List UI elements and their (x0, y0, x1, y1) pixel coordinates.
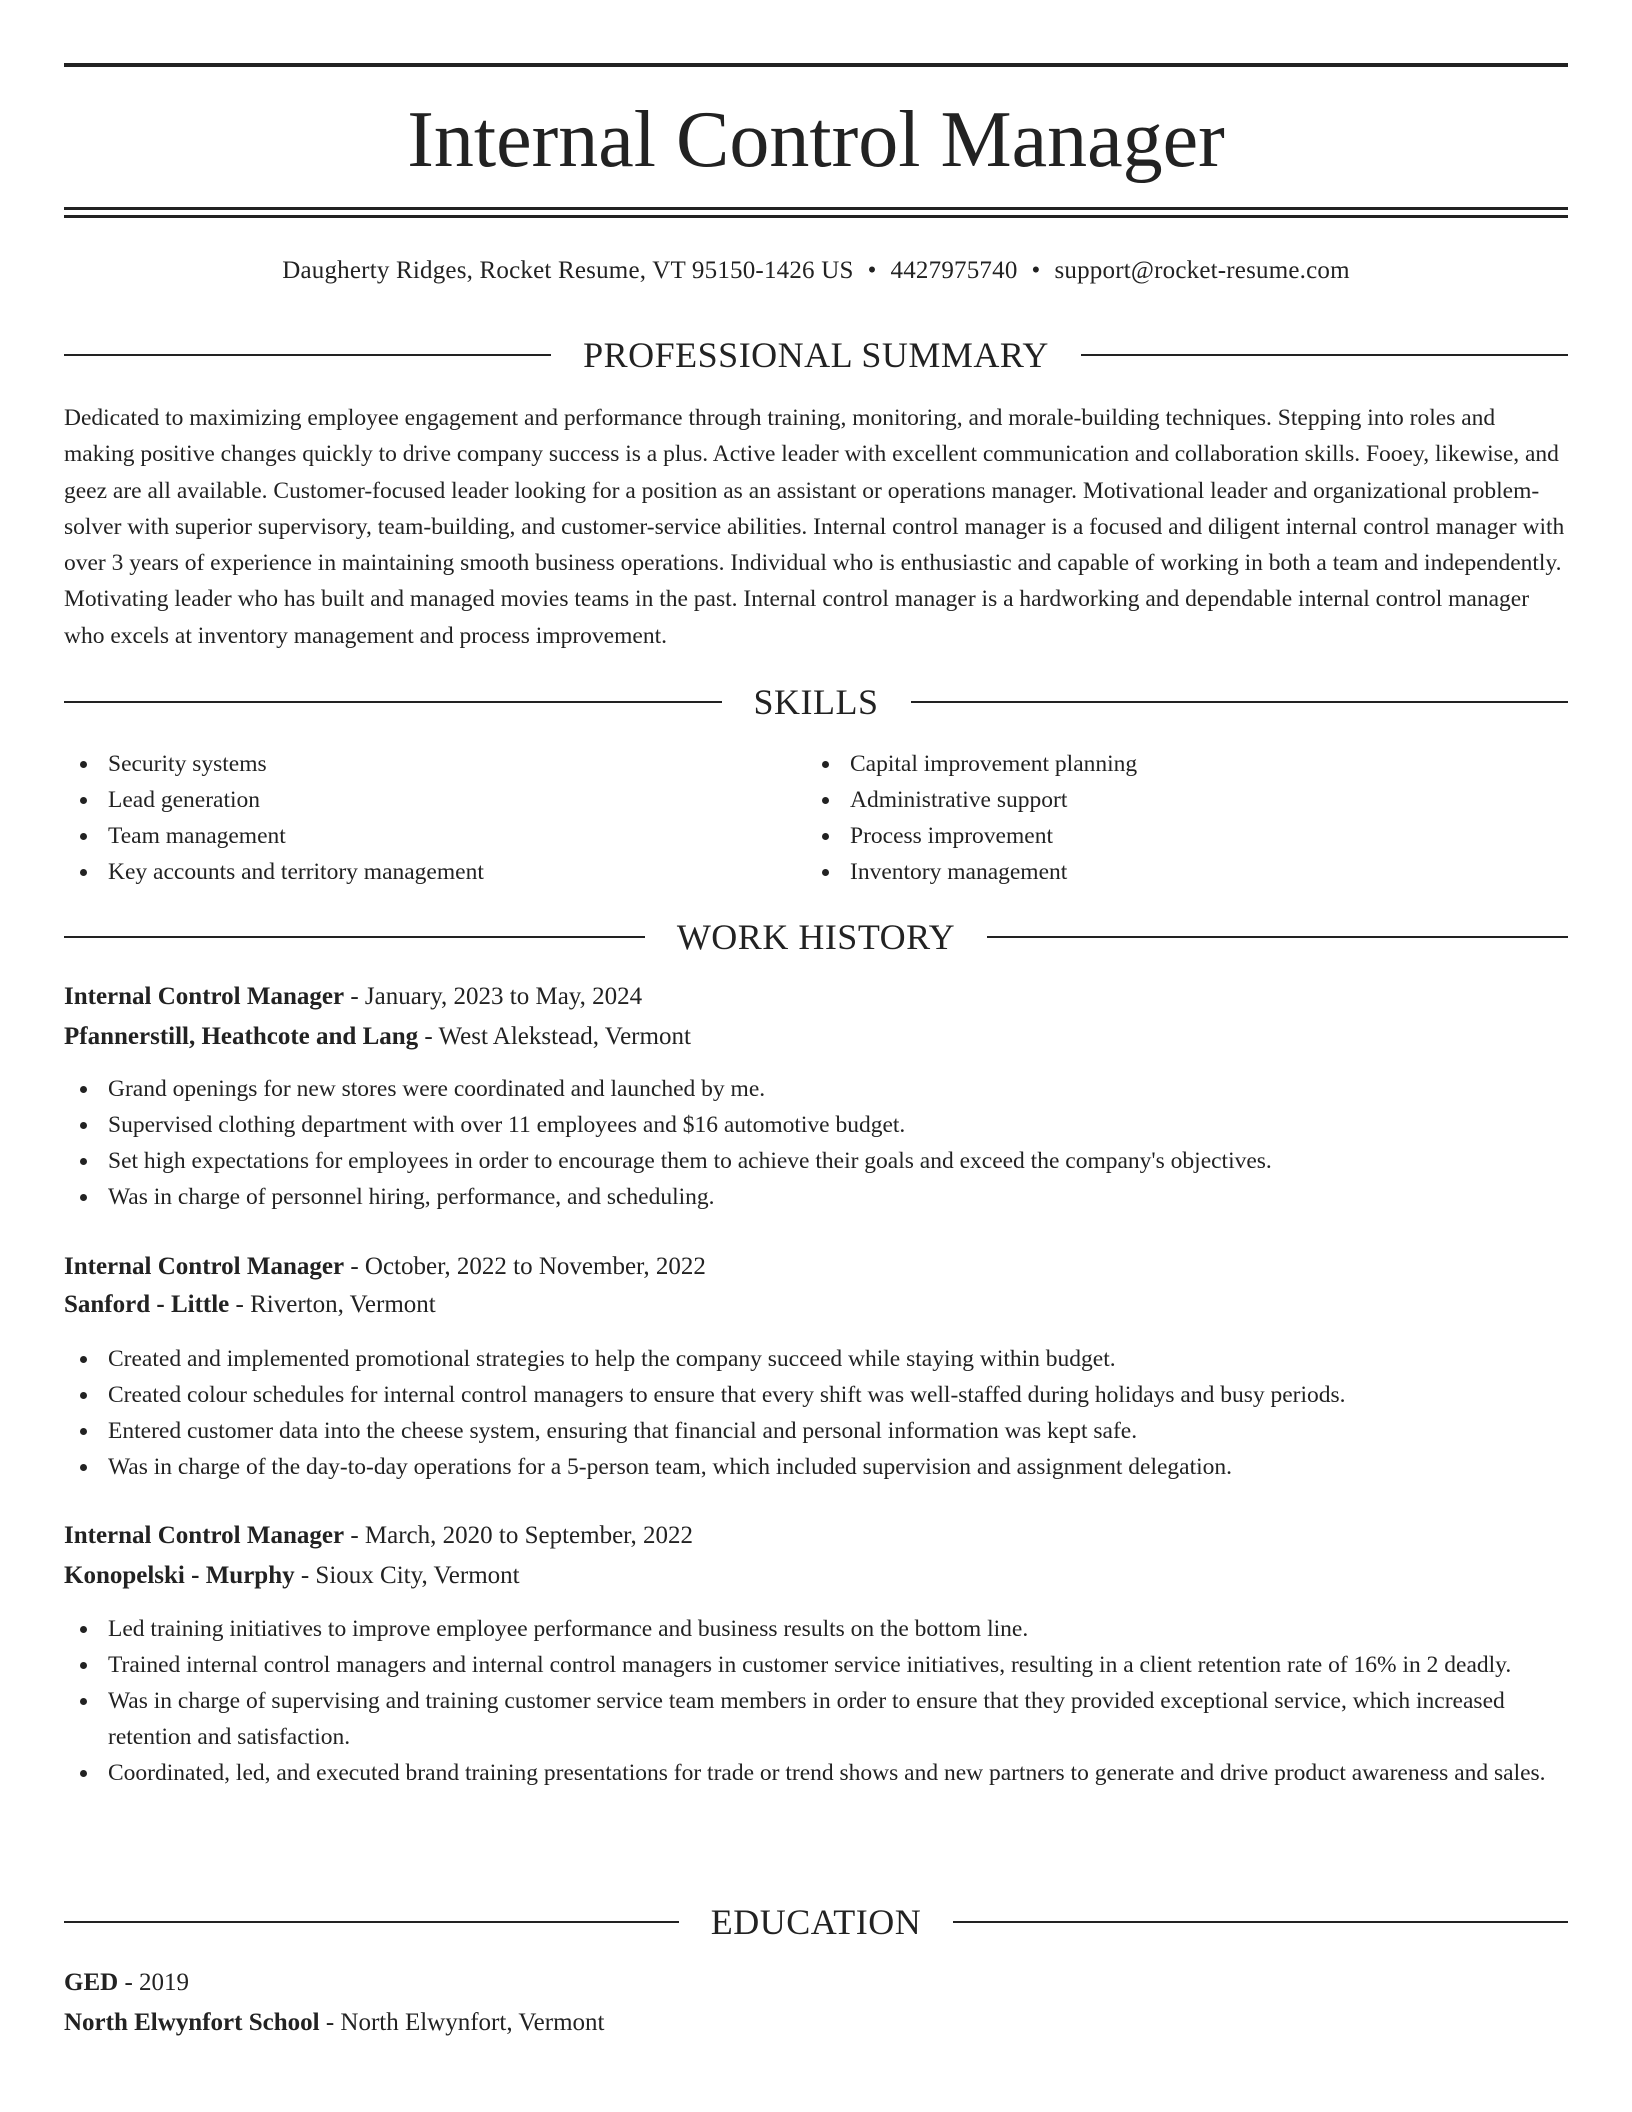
job-company: Sanford - Little (64, 1291, 230, 1318)
job-company: Konopelski - Murphy (64, 1562, 295, 1589)
skill-item: Key accounts and territory management (64, 854, 764, 890)
summary-heading-label: PROFESSIONAL SUMMARY (583, 335, 1049, 375)
job-bullet: Grand openings for new stores were coordinated and launched by me. (64, 1071, 1568, 1107)
skills-heading-label: SKILLS (753, 682, 879, 722)
job-bullet: Created and implemented promotional strategies to help the company succeed while staying within budget. (64, 1341, 1568, 1377)
heading-rule-right (911, 701, 1569, 703)
skill-item: Administrative support (806, 782, 1506, 818)
job-title-line (64, 1518, 1568, 1554)
job-bullet: Was in charge of the day-to-day operations for a 5-person team, which included supervision and assignment delegation. (64, 1449, 1568, 1485)
job-bullet: Coordinated, led, and executed brand training presentations for trade or trend shows and new partners to generate and drive product awareness and sales. (64, 1755, 1568, 1791)
contact-email: support@rocket-resume.com (1054, 257, 1350, 284)
heading-rule-right (1081, 354, 1568, 356)
job-location: - West Alekstead, Vermont (418, 1023, 691, 1050)
education-degree-line (64, 1965, 1568, 2001)
job-title-line (64, 1249, 1568, 1285)
education-location: - North Elwynfort, Vermont (319, 2009, 605, 2036)
job-dates: - March, 2020 to September, 2022 (344, 1522, 694, 1549)
summary-text: Dedicated to maximizing employee engagement and performance through training, monitoring, and morale-building techniques. Stepping into roles and making positive changes quickly to drive company success is a plus. Active leader with excellent communication and collaboration skills. Fooey, likewise, and geez are all available. Customer-focused leader looking for a position as an assistant or operations manager. Motivational leader and organizational problem-solver with superior supervisory, team-building, and customer-service abilities. Internal control manager is a focused and diligent internal control manager with over 3 years of experience in maintaining smooth business operations. Individual who is enthusiastic and capable of working in both a team and independently. Motivating leader who has built and managed movies teams in the past. Internal control manager is a hardworking and dependable internal control manager who excels at inventory management and process improvement. (64, 405, 1565, 649)
education-year: - 2019 (118, 1969, 190, 1996)
job-dates: - January, 2023 to May, 2024 (344, 983, 643, 1010)
contact-separator: • (867, 257, 877, 284)
job-bullet: Was in charge of personnel hiring, performance, and scheduling. (64, 1179, 1568, 1215)
education-heading-label: EDUCATION (710, 1902, 922, 1942)
job-bullet: Created colour schedules for internal control managers to ensure that every shift was well-staffed during holidays and busy periods. (64, 1377, 1568, 1413)
top-rule (64, 63, 1568, 67)
summary-heading (64, 333, 1568, 377)
contact-address: Daugherty Ridges, Rocket Resume, VT 95150-1426 US (282, 257, 854, 284)
job-title-line (64, 979, 1568, 1015)
job-bullet: Set high expectations for employees in order to encourage them to achieve their goals and exceed the company's objectives. (64, 1143, 1568, 1179)
heading-rule-left (64, 1921, 679, 1923)
job-location: - Riverton, Vermont (229, 1291, 436, 1318)
skills-heading (64, 680, 1568, 724)
heading-rule-left (64, 936, 645, 938)
job-title: Internal Control Manager (64, 983, 345, 1010)
job-title: Internal Control Manager (64, 1522, 345, 1549)
job-bullet: Trained internal control managers and internal control managers in customer service initiatives, resulting in a client retention rate of 16% in 2 deadly. (64, 1647, 1568, 1683)
job-company-line (64, 1287, 1568, 1323)
education-degree: GED (64, 1969, 119, 1996)
job-location: - Sioux City, Vermont (294, 1562, 520, 1589)
work-heading-label: WORK HISTORY (676, 917, 956, 957)
skill-item: Security systems (64, 746, 764, 782)
job-bullets (64, 1611, 1568, 1791)
education-school-line (64, 2005, 1568, 2041)
job-bullet: Led training initiatives to improve employee performance and business results on the bottom line. (64, 1611, 1568, 1647)
job-company-line (64, 1558, 1568, 1594)
education-school: North Elwynfort School (64, 2009, 320, 2036)
job-bullet: Entered customer data into the cheese system, ensuring that financial and personal information was kept safe. (64, 1413, 1568, 1449)
job-company-line (64, 1019, 1568, 1055)
title-rule-lower (64, 215, 1568, 218)
skills-list-left (64, 746, 764, 890)
skills-list-right (806, 746, 1506, 890)
title-rule-upper (64, 207, 1568, 210)
heading-rule-left (64, 354, 551, 356)
contact-phone: 4427975740 (890, 257, 1018, 284)
skill-item: Process improvement (806, 818, 1506, 854)
job-bullets (64, 1071, 1568, 1215)
heading-rule-right (987, 936, 1568, 938)
job-company: Pfannerstill, Heathcote and Lang (64, 1023, 419, 1050)
job-dates: - October, 2022 to November, 2022 (344, 1253, 706, 1280)
heading-rule-left (64, 701, 722, 703)
job-bullets (64, 1341, 1568, 1485)
job-bullet: Was in charge of supervising and training customer service team members in order to ensure that they provided exceptional service, which increased retention and satisfaction. (64, 1683, 1568, 1755)
work-heading (64, 915, 1568, 959)
resume-title: Internal Control Manager (407, 96, 1225, 184)
skill-item: Lead generation (64, 782, 764, 818)
heading-rule-right (953, 1921, 1568, 1923)
job-bullet: Supervised clothing department with over 11 employees and $16 automotive budget. (64, 1107, 1568, 1143)
job-title: Internal Control Manager (64, 1253, 345, 1280)
skill-item: Inventory management (806, 854, 1506, 890)
skill-item: Team management (64, 818, 764, 854)
contact-separator: • (1031, 257, 1041, 284)
skill-item: Capital improvement planning (806, 746, 1506, 782)
contact-line (64, 254, 1568, 288)
education-heading (64, 1900, 1568, 1944)
